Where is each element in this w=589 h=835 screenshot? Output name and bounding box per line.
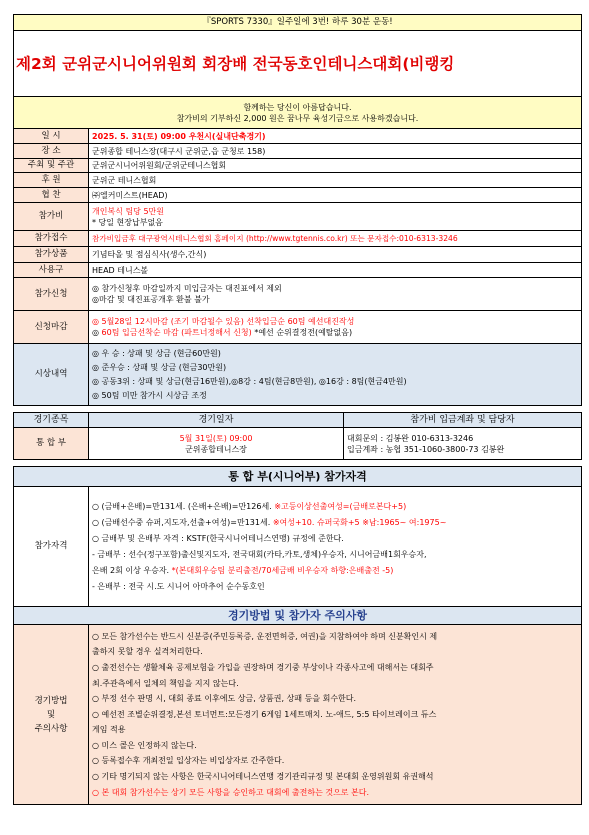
rules-title: 경기방법 및 참가자 주의사항 bbox=[14, 607, 582, 625]
schedule-account-cell bbox=[344, 428, 582, 460]
host-value: 군위군시니어위원회/군위군테니스협회 bbox=[89, 159, 582, 173]
qualify-table bbox=[13, 466, 582, 805]
tournament-sheet bbox=[13, 14, 581, 805]
apply-value: 참가비입금후 대구광역시테니스협회 홈페이지 (http://www.tgtennis.co.kr) 또는 문자접수:010-6313-3246 bbox=[89, 231, 582, 247]
rules-line-7: ○ 미스 콜은 인정하지 않는다. bbox=[92, 740, 197, 750]
date-label: 일 시 bbox=[14, 129, 89, 144]
rules-line-5: ○ 예선전 조별순위결정,본선 토너먼트:모든경기 6게임 1세트매치. 노-애드, 5:5 타이브레이크 듀스 bbox=[92, 709, 437, 719]
host-label: 주최 및 주관 bbox=[14, 159, 89, 173]
qualify-line-2 bbox=[92, 515, 578, 531]
deadline-value bbox=[89, 311, 582, 344]
awards-line-3: ◎ 공동3위 : 상패 및 상금(현금16만원),◎8강 : 4팀(현금8만원), ◎16강 : 8팀(현금4만원) bbox=[92, 376, 407, 386]
ball-label: 사용구 bbox=[14, 263, 89, 278]
fee-line-2: * 당일 현장납부없음 bbox=[92, 217, 163, 227]
qualify-line-5-text: 은배 2회 이상 우승자. bbox=[92, 565, 172, 575]
rules-value bbox=[89, 625, 582, 805]
page-title-text: 제2회 군위군시니어위원회 회장배 전국동호인테니스대회(비랭킹 bbox=[16, 54, 455, 73]
deadline-line-2 bbox=[92, 327, 578, 338]
rules-label-1: 경기방법 bbox=[34, 695, 68, 706]
deadline-line-2-red: 60팀 입금선착순 마감 (파트너정해서 신청) bbox=[101, 328, 252, 337]
venue-label: 장 소 bbox=[14, 144, 89, 159]
qualify-line-2-text: ○ (금배선수중 슈퍼,지도자,선출+여성)=만131세. bbox=[92, 517, 273, 527]
sponsor-label: 후 원 bbox=[14, 173, 89, 188]
schedule-table bbox=[13, 412, 582, 460]
qualify-line-5-note: *(본대회우승팀 분리출전/70세금배 비우승자 하향:은배출전 -5) bbox=[171, 565, 394, 575]
awards-value bbox=[89, 344, 582, 406]
qualify-line-1 bbox=[92, 499, 578, 515]
date-value: 2025. 5. 31(토) 09:00 우천시(실내단축경기) bbox=[89, 129, 582, 144]
apply-rule-value bbox=[89, 278, 582, 311]
rules-line-3: 최.주관측에서 일체의 책임을 지지 않는다. bbox=[92, 678, 239, 688]
qualify-line-3: ○ 금배부 및 은배부 자격 : KSTF(한국시니어테니스연맹) 규정에 준한다. bbox=[92, 533, 344, 543]
intro-line-1: 함께하는 당신이 아름답습니다. bbox=[243, 102, 352, 112]
qualify-line-6: - 은배부 : 전국 시.도 시니어 아마추어 순수동호인 bbox=[92, 581, 265, 591]
apply-rule-line-2: ◎마감 및 대진표공개후 환불 불가 bbox=[92, 295, 210, 304]
deadline-line-1: ◎ 5월28일 12시마감 (조기 마감될수 있음) 선착입금순 60팀 예선대진작성 bbox=[92, 317, 355, 326]
deadline-label: 신청마감 bbox=[14, 311, 89, 344]
info-table bbox=[13, 14, 582, 406]
qualify-line-2-note: ※여성+10. 슈퍼국화+5 ※남:1965~ 여:1975~ bbox=[272, 517, 447, 527]
schedule-date: 5월 31일(토) 09:00 bbox=[179, 433, 253, 443]
rules-line-9: ○ 기타 명기되지 않는 사항은 한국시니어테니스연맹 경기관리규정 및 본대회 운영위원회 유권해석 bbox=[92, 772, 434, 782]
rules-line-8: ○ 등록접수후 개최전일 입상자는 비입상자로 간주한다. bbox=[92, 756, 285, 766]
qualify-line-4: - 금배부 : 선수(정구포함)출신및지도자, 전국대회(카타,카토,생체)우승자, 시니어금배1회우승자, bbox=[92, 549, 427, 559]
deadline-line-2-note: *예선 순위결정전(예탈없음) bbox=[251, 328, 353, 337]
rules-line-last: ○ 본 대회 참가선수는 상기 모든 사항을 승인하고 대회에 출전하는 것으로 본다. bbox=[92, 787, 370, 797]
deadline-line-2-prefix: ◎ bbox=[92, 328, 102, 337]
cosponsor-label: 협 찬 bbox=[14, 188, 89, 203]
qualify-line-1-text: ○ (금배+은배)=만131세. (은배+은배)=만126세. bbox=[92, 501, 275, 511]
awards-line-1: ◎ 우 승 : 상패 및 상금 (현금60만원) bbox=[92, 348, 221, 358]
schedule-header-event: 경기종목 bbox=[14, 413, 89, 428]
page-title bbox=[14, 31, 582, 97]
rules-label-2: 및 bbox=[46, 709, 56, 720]
schedule-contact: 대회문의 : 김봉완 010-6313-3246 bbox=[347, 433, 474, 443]
cosponsor-value: ㈜엘커미스트(HEAD) bbox=[89, 188, 582, 203]
rules-line-0: ○ 모든 참가선수는 반드시 신분증(주민등록증, 운전면허증, 여권)을 지참하여야 하며 신분확인시 제 bbox=[92, 631, 438, 641]
qualify-line-5 bbox=[92, 563, 578, 579]
sponsor-value: 군위군 테니스협회 bbox=[89, 173, 582, 188]
qualify-label: 참가자격 bbox=[14, 487, 89, 607]
intro-line-2: 참가비의 기부하신 2,000 원은 꿈나무 육성기금으로 사용하겠습니다. bbox=[176, 113, 419, 123]
rules-line-2: ○ 출전선수는 생활체육 공제보험을 가입을 권장하며 경기중 부상이나 각종사고에 대해서는 대회주 bbox=[92, 662, 434, 672]
rules-label-3: 주의사항 bbox=[34, 723, 68, 734]
qualify-line-1-note: ※고등이상선출여성=(금배로본다+5) bbox=[274, 501, 407, 511]
awards-label: 시상내역 bbox=[14, 344, 89, 406]
apply-label: 참가접수 bbox=[14, 231, 89, 247]
schedule-account: 입금계좌 : 농협 351-1060-3800-73 김봉완 bbox=[347, 444, 505, 454]
ball-value: HEAD 테니스볼 bbox=[89, 263, 582, 278]
qualify-value bbox=[89, 487, 582, 607]
rules-line-4: ○ 부정 선수 판명 시, 대회 종료 이후에도 상금, 상품권, 상패 등을 회수한다. bbox=[92, 694, 357, 704]
schedule-header-account: 참가비 입금계좌 및 담당자 bbox=[344, 413, 582, 428]
awards-line-2: ◎ 준우승 : 상패 및 상금 (현금30만원) bbox=[92, 362, 227, 372]
banner: 『SPORTS 7330』일주일에 3번! 하루 30분 운동! bbox=[14, 15, 582, 31]
schedule-date-cell bbox=[89, 428, 344, 460]
venue-value: 군위종합 테니스장(대구시 군위군,읍 군청로 158) bbox=[89, 144, 582, 159]
schedule-event: 통 합 부 bbox=[14, 428, 89, 460]
rules-line-6: 게임 적용 bbox=[92, 725, 126, 735]
apply-rule-line-1: ◎ 참가신청후 마감일까지 미입금자는 대진표에서 제외 bbox=[92, 284, 282, 293]
fee-value bbox=[89, 203, 582, 231]
schedule-header-date: 경기일자 bbox=[89, 413, 344, 428]
gift-value: 기념타올 및 점심식사(생수,간식) bbox=[89, 247, 582, 263]
apply-rule-label: 참가신청 bbox=[14, 278, 89, 311]
rules-label bbox=[14, 625, 89, 805]
gift-label: 참가상품 bbox=[14, 247, 89, 263]
qualify-title: 통 합 부(시니어부) 참가자격 bbox=[14, 467, 582, 487]
schedule-place: 군위종합테니스장 bbox=[185, 444, 247, 454]
fee-label: 참가비 bbox=[14, 203, 89, 231]
awards-line-4: ◎ 50팀 미만 참가시 시상금 조정 bbox=[92, 390, 207, 400]
fee-line-1: 개인복식 팀당 5만원 bbox=[92, 206, 164, 216]
rules-line-1: 출하지 못할 경우 실격처리한다. bbox=[92, 647, 203, 657]
intro bbox=[14, 97, 582, 129]
